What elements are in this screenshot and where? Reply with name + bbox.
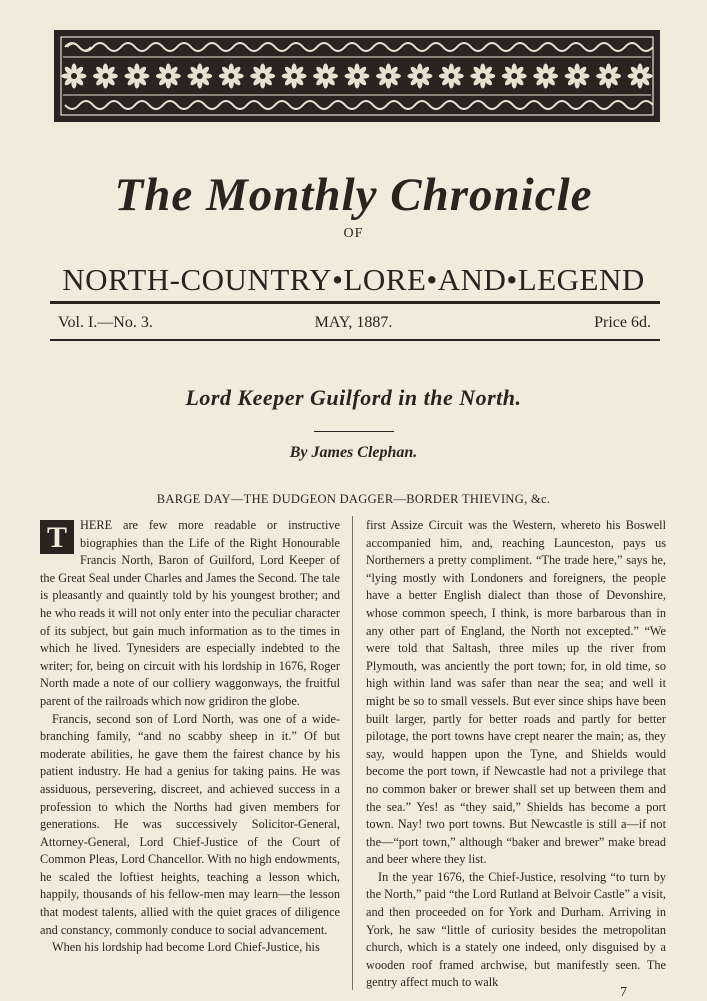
publication-subtitle: NORTH-COUNTRY•LORE•AND•LEGEND	[62, 262, 645, 297]
publication-title: The Monthly Chronicle	[114, 169, 593, 221]
issue-price: Price 6d.	[594, 314, 651, 331]
paragraph: first Assize Circuit was the Western, whereto his Boswell accompanied him, and, reaching Launceston, pays us Northerners a pretty compliment. “The trade here,” says he, “lying mostly with Londoners and foreigners, the people have a better English dialect than those of Devonshire, whose common speech, I think, is more barbarous than in any other part of England, the North not excepted.” “We were told that Saltash, three miles up the river from Plymouth, was anciently the port town; for, in old time, so high within land was safer than near the sea; and well it might be so to small vessels. But ever since ships have been built larger, partly for better roads and partly for better pilotage, the port towns have crept nearer the main; as, they say, would happen upon the Tyne, and Shields would become the port town, if Newcastle had not a privilege that no common baker or brewer shall set up between them and the sea.” Yes! as “they said,” Shields has become a port town. Nay! two port towns. But Newcastle is still a—if not the—“port town,” although “baker and brewer” make bread and beer where they list.	[366, 518, 666, 867]
issue-date: MAY, 1887.	[314, 314, 393, 331]
article-subhead: BARGE DAY—THE DUDGEON DAGGER—BORDER THIEVING, &c.	[156, 492, 551, 506]
title-divider	[314, 431, 394, 432]
paragraph: In the year 1676, the Chief-Justice, resolving “to turn by the North,” paid “the Lord Rutland at Belvoir Castle” a visit, and then proceeded on for York and Durham. Arriving in York, he saw “little of curiosity besides the metropolitan church, which is a stately one indeed, only disguised by a wooden roof framed archwise, but manifestly seen. The gentry affect much to walk	[366, 869, 666, 990]
paragraph: When his lordship had become Lord Chief-Justice, his	[52, 940, 320, 955]
article-column-left	[40, 517, 340, 957]
page-number: 7	[620, 985, 627, 1000]
volume-number: Vol. I.—No. 3.	[58, 314, 153, 331]
ornamental-border-band	[54, 30, 660, 122]
title-connector: OF	[343, 226, 364, 241]
article-column-right	[366, 517, 666, 992]
article-title: Lord Keeper Guilford in the North.	[185, 385, 522, 410]
paragraph	[40, 517, 340, 711]
article-byline: By James Clephan.	[289, 444, 418, 461]
floral-ornament-icon	[57, 33, 657, 119]
dropcap-initial: T	[40, 520, 74, 554]
issue-rule	[50, 339, 660, 341]
paragraph: Francis, second son of Lord North, was one of a wide-branching family, “and no scabby sheep in it.” Of but moderate abilities, he gave them the fairest chance by his patient industry. He had a genius for taking pains. He was assiduous, persevering, discreet, and achieved success in a profession to which the Norths had given members for generations. He was successively Solicitor-General, Attorney-General, Lord Chief-Justice of the Court of Common Pleas, Lord Chancellor. With no high endowments, he scaled the loftiest heights, teaching a lesson which, happily, thousands of his fellow-men may learn—the lesson that modest talents, allied with the quiet graces of diligence and constancy, commonly conduce to social advancement.	[40, 711, 340, 937]
top-rule	[50, 301, 660, 304]
paragraph-text: HERE are few more readable or instructive biographies than the Life of the Right Honourable Francis North, Baron of Guilford, Lord Keeper of the Great Seal under Charles and James the Second. The tale is pleasantly and quaintly told by his youngest brother; and he who reads it will not only enter into the peculiar character of its subject, but gain much information as to the times in which he lived. Tynesiders are especially indebted to the writer; for, being on circuit with his lordship in 1676, Roger North made a note of our colliery waggonways, the fruitful parent of the railroads which now gridiron the globe.	[40, 518, 340, 708]
column-divider	[352, 516, 353, 990]
